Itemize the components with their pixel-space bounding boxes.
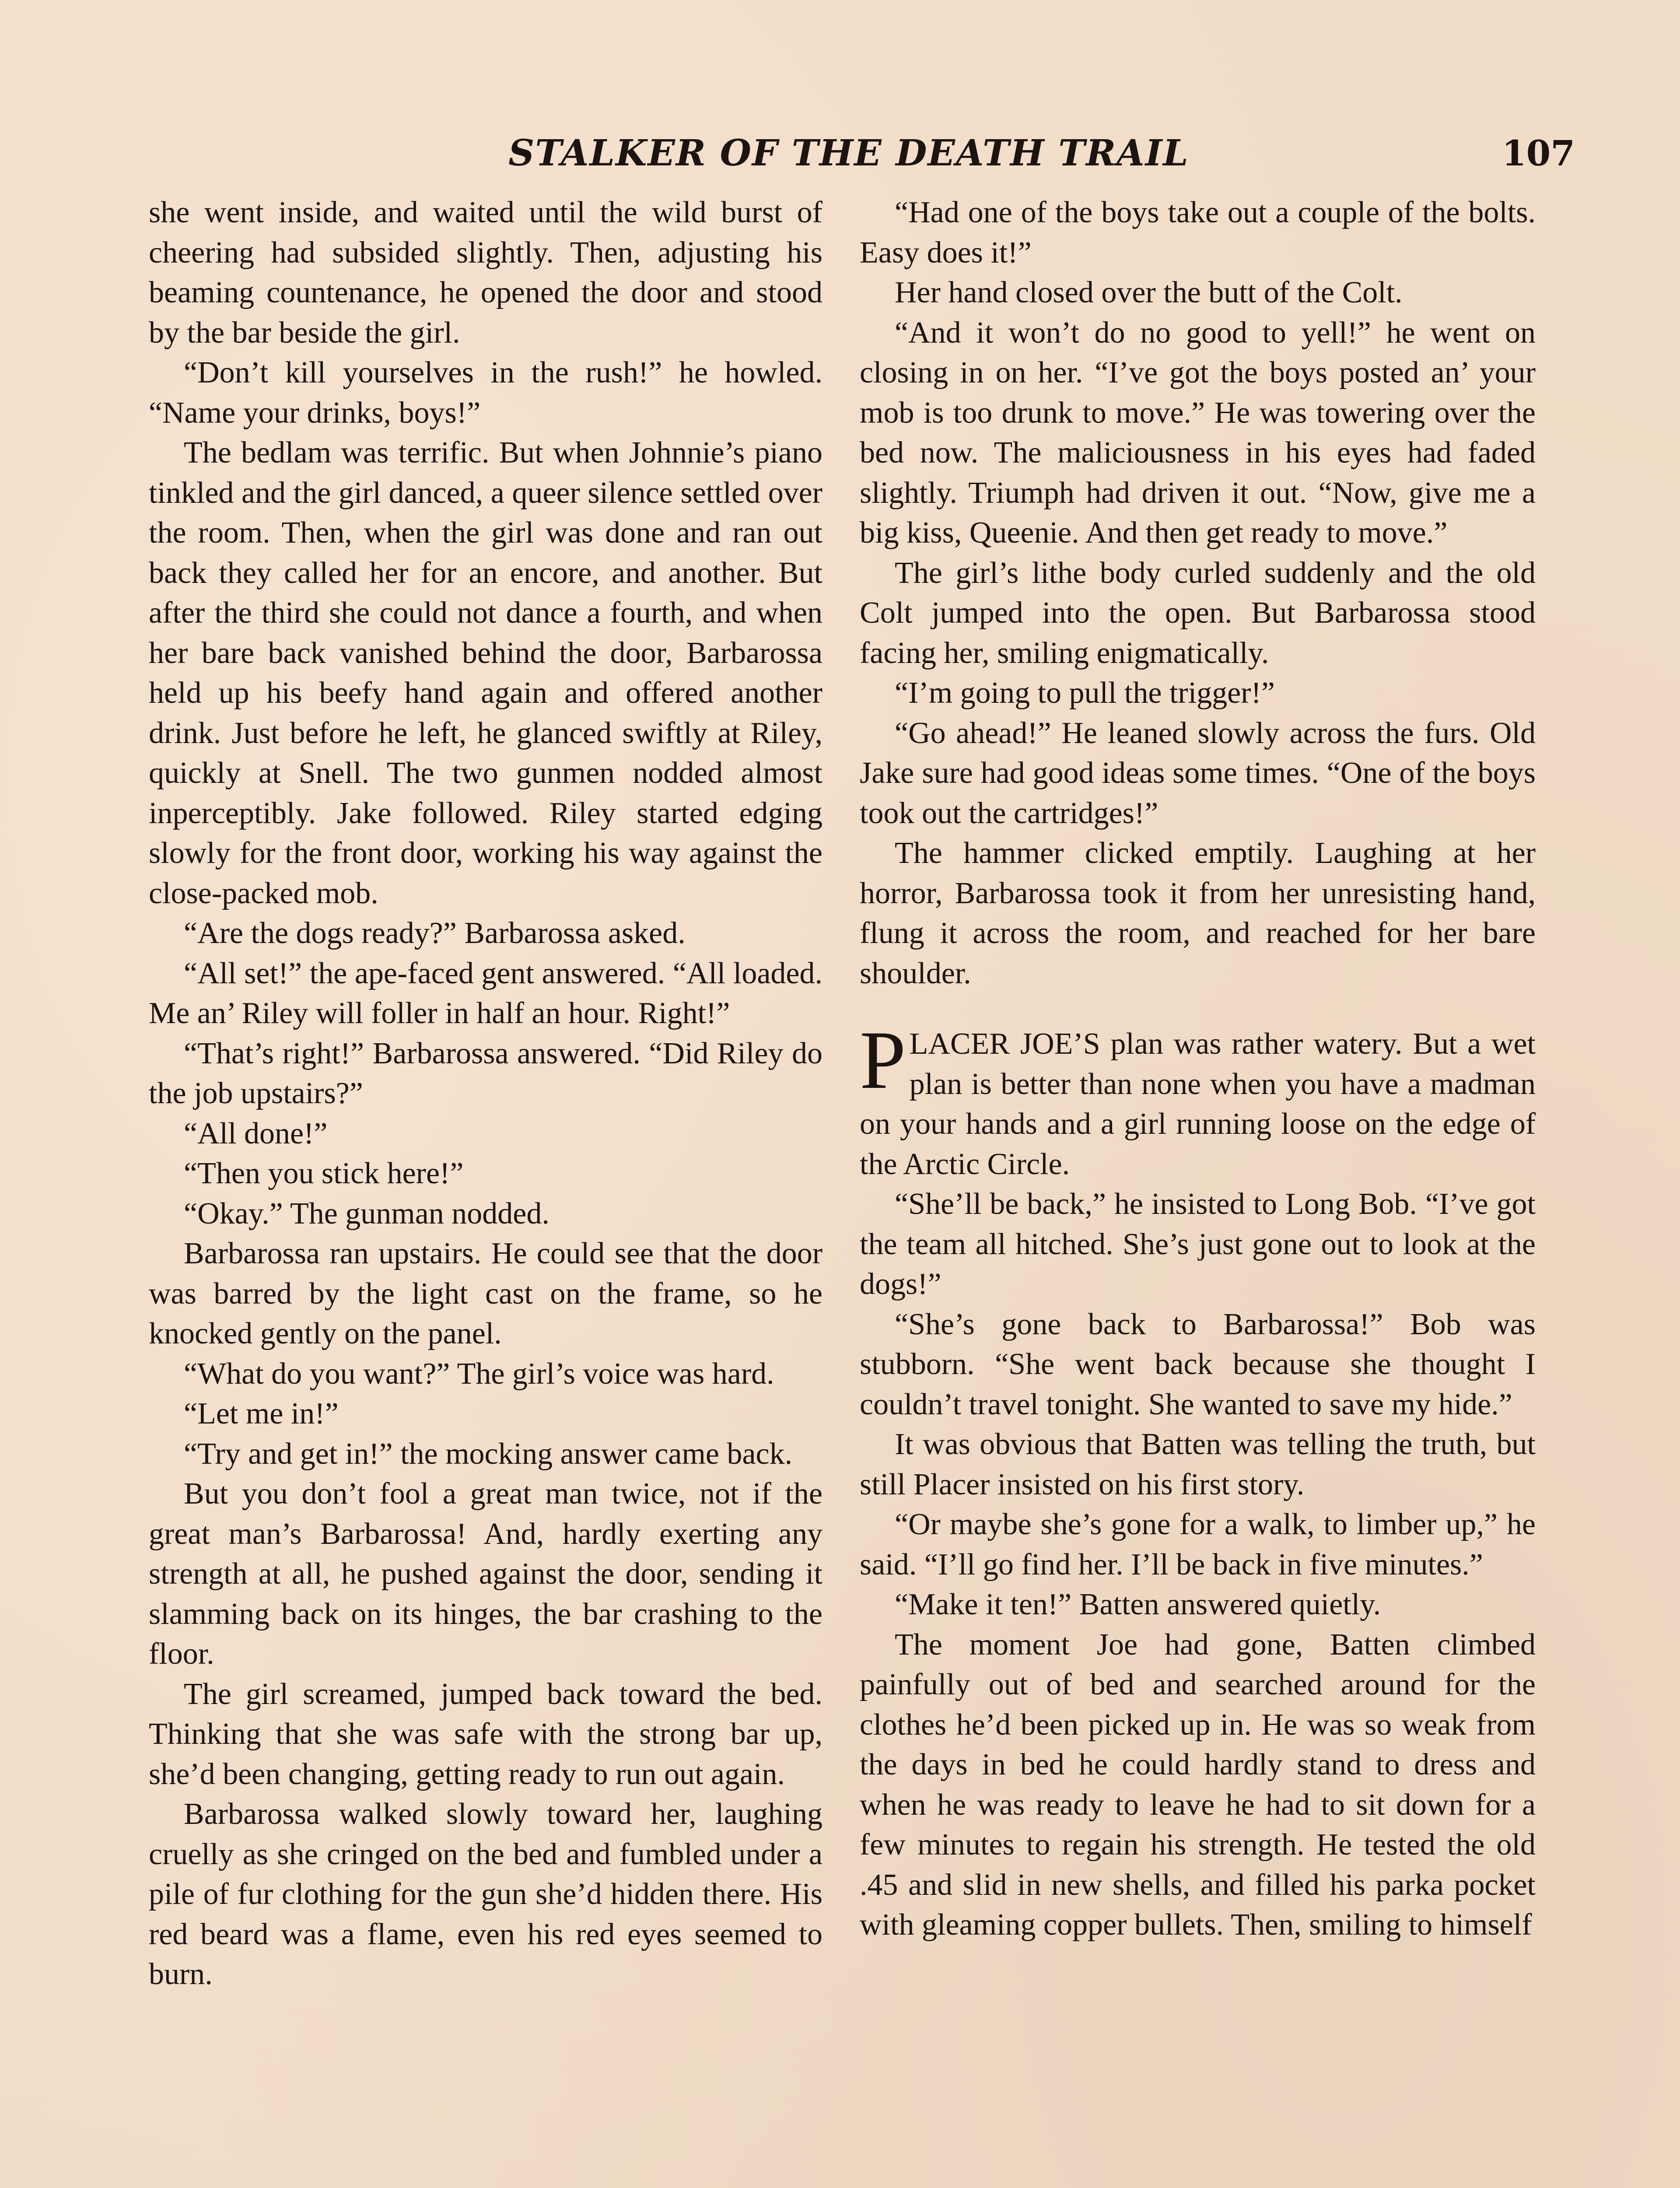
paragraph: Her hand closed over the butt of the Colt. (895, 276, 1403, 309)
paragraph: The bedlam was terrific. But when Johnnie’s piano tinkled and the girl danced, a queer silence settled over the room. Then, when the girl was done and ran out back they called her for an encore, and another. But after the third she could not dance a fourth, and when her bare back vanished behind the door, Barbarossa held up his beefy hand again and offered another drink. Just before he left, he glanced swiftly at Riley, quickly at Snell. The two gunmen nodded almost inperceptibly. Jake followed. Riley started edging slowly for the front door, working his way against the close-packed mob. (149, 436, 822, 910)
paragraph: “That’s right!” Barbarossa answered. “Did Riley do the job upstairs?” (149, 1036, 822, 1110)
paragraph: “Try and get in!” the mocking answer came back. (184, 1437, 793, 1471)
paragraph: “Make it ten!” Batten answered quietly. (895, 1588, 1381, 1621)
paragraph: “All done!” (184, 1116, 328, 1150)
section-opening-text: LACER JOE’S plan was rather watery. But a wet plan is better than none when you have a madman on your hands and a girl running loose on the edge of the Arctic Circle. (860, 1027, 1536, 1181)
paragraph: “And it won’t do no good to yell!” he went on closing in on her. “I’ve got the boys posted an’ your mob is too drunk to move.” He was towering over the bed now. The maliciousness in his eyes had faded slightly. Triumph had driven it out. “Now, give me a big kiss, Queenie. And then get ready to move.” (860, 316, 1536, 550)
paragraph: But you don’t fool a great man twice, not if the great man’s Barbarossa! And, hardly exerting any strength at all, he pushed against the door, sending it slamming back on its hinges, the bar crashing to the floor. (149, 1477, 822, 1671)
paragraph: “Go ahead!” He leaned slowly across the furs. Old Jake sure had good ideas some times. “One of the boys took out the cartridges!” (860, 716, 1536, 830)
paragraph: “She’s gone back to Barbarossa!” Bob was stubborn. “She went back because she thought I couldn’t travel tonight. She wanted to save my hide.” (860, 1307, 1536, 1421)
paragraph: Barbarossa walked slowly toward her, laughing cruelly as she cringed on the bed and fumbled under a pile of fur clothing for the gun she’d hidden there. His red beard was a flame, even his red eyes seemed to burn. (149, 1797, 822, 1991)
paragraph: “Okay.” The gunman nodded. (184, 1196, 550, 1231)
paragraph: The moment Joe had gone, Batten climbed painfully out of bed and searched around for the clothes he’d been picked up in. He was so weak from the days in bed he could hardly stand to dress and when he was ready to leave he had to sit down for a few minutes to regain his strength. He tested the old .45 and slid in new shells, and filled his parka pocket with gleaming copper bullets. Then, smiling to himself (860, 1627, 1536, 1942)
paragraph: she went inside, and waited until the wild burst of cheering had subsided slightly. Then, adjusting his beaming countenance, he opened the door and stood by the bar beside the girl. (149, 196, 822, 350)
paragraph: “She’ll be back,” he insisted to Long Bob. “I’ve got the team all hitched. She’s just gone out to look at the dogs!” (860, 1187, 1536, 1301)
paragraph: The girl’s lithe body curled suddenly and the old Colt jumped into the open. But Barbarossa stood facing her, smiling enigmatically. (860, 556, 1536, 670)
paragraph: “What do you want?” The girl’s voice was hard. (184, 1357, 774, 1391)
paragraph: “Are the dogs ready?” Barbarossa asked. (184, 916, 686, 950)
paragraph: “Then you stick here!” (184, 1157, 464, 1190)
left-column (149, 193, 822, 2188)
paragraph: It was obvious that Batten was telling the truth, but still Placer insisted on his first story. (860, 1427, 1536, 1501)
page-number: 107 (1502, 133, 1575, 174)
paragraph: “Or maybe she’s gone for a walk, to limber up,” he said. “I’ll go find her. I’ll be back in five minutes.” (860, 1508, 1536, 1581)
paragraph: “All set!” the ape-faced gent answered. “All loaded. Me an’ Riley will foller in half an hour. Right!” (149, 956, 822, 1030)
running-title: STALKER OF THE DEATH TRAIL (508, 132, 1189, 174)
paragraph: “I’m going to pull the trigger!” (895, 676, 1275, 710)
paragraph: Barbarossa ran upstairs. He could see that the door was barred by the light cast on the frame, so he knocked gently on the panel. (149, 1237, 822, 1350)
paragraph: The girl screamed, jumped back toward the bed. Thinking that she was safe with the strong bar up, she’d been changing, getting ready to run out again. (149, 1677, 822, 1791)
paragraph: “Had one of the boys take out a couple of the bolts. Easy does it!” (860, 196, 1536, 270)
drop-cap: P (860, 1014, 906, 1106)
paragraph: The hammer clicked emptily. Laughing at her horror, Barbarossa took it from her unresisting hand, flung it across the room, and reached for her bare shoulder. (860, 836, 1536, 990)
right-column (860, 193, 1536, 2188)
paragraph: “Don’t kill yourselves in the rush!” he howled. “Name your drinks, boys!” (149, 356, 822, 430)
paragraph: “Let me in!” (184, 1397, 339, 1431)
section-opening-paragraph (860, 1014, 1536, 1184)
